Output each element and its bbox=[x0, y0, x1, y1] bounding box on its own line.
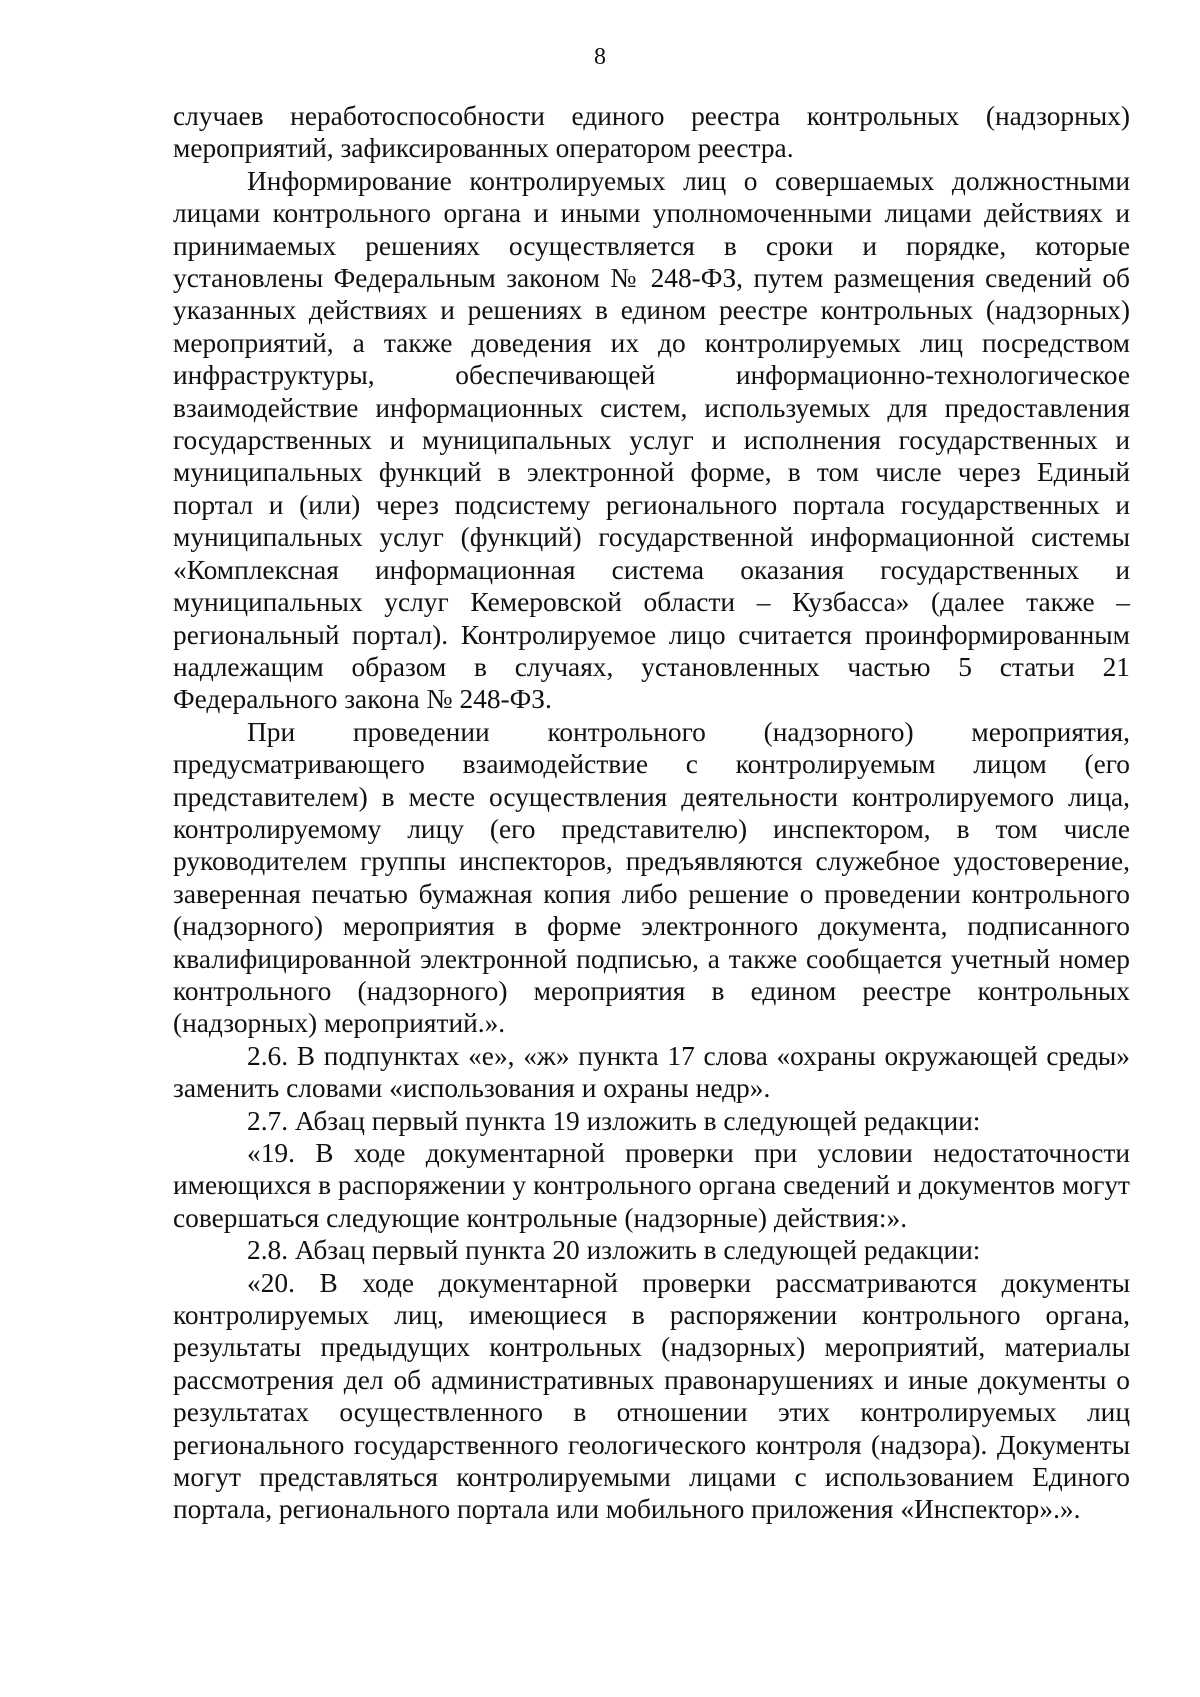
paragraph-7: 2.8. Абзац первый пункта 20 изложить в следующей редакции: bbox=[247, 1235, 981, 1266]
paragraph-6: «19. В ходе документарной проверки при условии недостаточности имеющихся в распоряжении у контрольного органа сведений и документов могут совершаться следующие контрольные (надзорные) действия:». bbox=[173, 1138, 1130, 1233]
paragraph-8: «20. В ходе документарной проверки рассматриваются документы контролируемых лиц, имеющиеся в распоряжении контрольного органа, результаты предыдущих контрольных (надзорных) мероприятий, материалы рассмотрения дел об административных правонарушениях и иные документы о результатах осуществленного в отношении этих контролируемых лиц регионального государственного геологического контроля (надзора). Документы могут представляться контролируемыми лицами с использованием Единого портала, регионального портала или мобильного приложения «Инспектор».». bbox=[173, 1267, 1130, 1525]
document-body bbox=[173, 100, 1130, 1526]
paragraph-1: случаев неработоспособности единого реестра контрольных (надзорных) мероприятий, зафиксированных оператором реестра. bbox=[173, 101, 1130, 164]
page-number: 8 bbox=[594, 44, 606, 70]
paragraph-5: 2.7. Абзац первый пункта 19 изложить в следующей редакции: bbox=[247, 1105, 981, 1136]
paragraph-4: 2.6. В подпунктах «е», «ж» пункта 17 слова «охраны окружающей среды» заменить словами «использования и охраны недр». bbox=[173, 1040, 1130, 1104]
paragraph-2: Информирование контролируемых лиц о совершаемых должностными лицами контрольного органа и иными уполномоченными лицами действиях и принимаемых решениях осуществляется в сроки и порядке, которые установлены Федеральным законом № 248-ФЗ, путем размещения сведений об указанных действиях и решениях в едином реестре контрольных (надзорных) мероприятий, а также доведения их до контролируемых лиц посредством инфраструктуры, обеспечивающей информационно-технологическое взаимодействие информационных систем, используемых для предоставления государственных и муниципальных услуг и исполнения государственных и муниципальных функций в электронной форме, в том числе через Единый портал и (или) через подсистему регионального портала государственных и муниципальных услуг (функций) государственной информационной системы «Комплексная информационная система оказания государственных и муниципальных услуг Кемеровской области – Кузбасса» (далее также – региональный портал). Контролируемое лицо считается проинформированным надлежащим образом в случаях, установленных частью 5 статьи 21 Федерального закона № 248-ФЗ. bbox=[173, 165, 1130, 715]
paragraph-3: При проведении контрольного (надзорного) мероприятия, предусматривающего взаимодействие с контролируемым лицом (его представителем) в месте осуществления деятельности контролируемого лица, контролируемому лицу (его представителю) инспектором, в том числе руководителем группы инспекторов, предъявляются служебное удостоверение, заверенная печатью бумажная копия либо решение о проведении контрольного (надзорного) мероприятия в форме электронного документа, подписанного квалифицированной электронной подписью, а также сообщается учетный номер контрольного (надзорного) мероприятия в едином реестре контрольных (надзорных) мероприятий.». bbox=[173, 716, 1130, 1039]
